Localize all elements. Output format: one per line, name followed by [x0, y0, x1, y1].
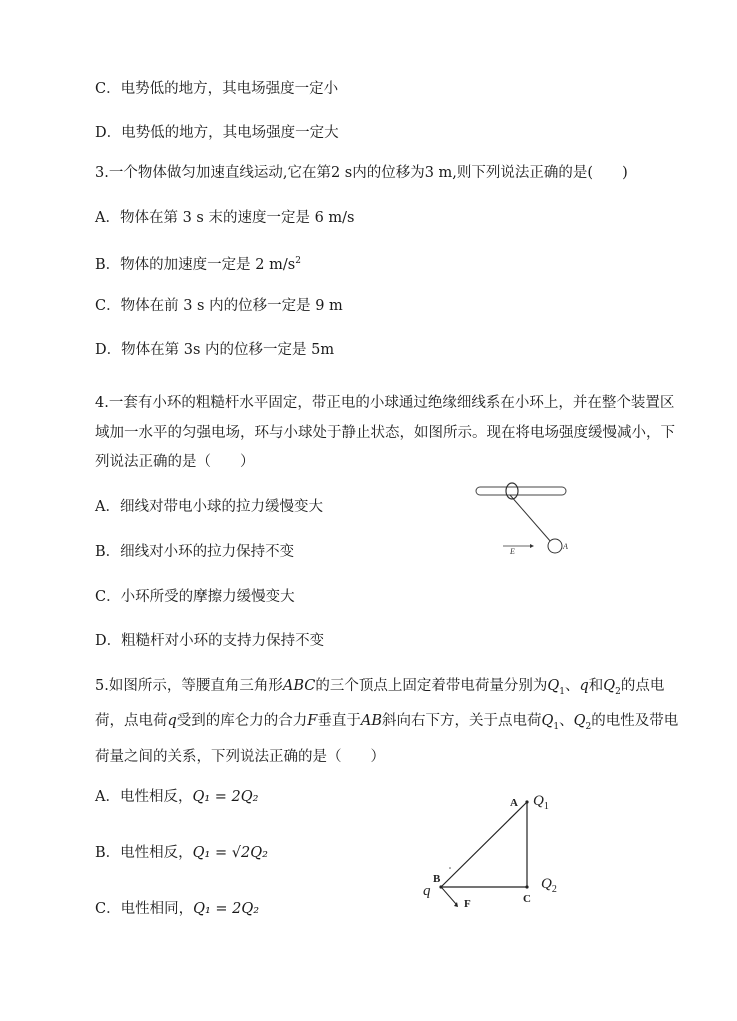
q5-q1: Q [547, 678, 560, 694]
q5-force-f: F [307, 713, 318, 730]
q5-option-c [95, 899, 259, 919]
q5-stem-part-4: 受到的库仑力的合力 [176, 713, 308, 730]
thread-line [510, 495, 551, 542]
q5-option-a-text: A．电性相反， [95, 789, 193, 805]
q5-option-b-formula: Q₁ = √2Q₂ [192, 845, 268, 861]
charge-q2-label: $Q_2$ [541, 876, 557, 895]
field-arrow-head [530, 544, 534, 548]
q5-option-a-formula: Q₁ = 2Q₂ [192, 789, 259, 805]
ball-label: A [563, 542, 568, 551]
q4-option-c: C．小环所受的摩擦力缓慢变大 [95, 589, 295, 605]
q5-option-b [95, 843, 268, 863]
q5-sep-2: 和 [588, 678, 604, 694]
q3-stem: 3.一个物体做匀加速直线运动,它在第2 s内的位移为3 m,则下列说法正确的是( ) [95, 165, 628, 181]
q5-stem-part-7: 的电性及带电荷量之间的关系，下列说法正确的是（ ） [95, 713, 679, 765]
q5-q2-again-sub: 2 [585, 722, 592, 733]
q3-option-b [95, 251, 301, 275]
force-label: F [464, 898, 471, 910]
q5-stem-part-3: 的点电荷，点电荷 [95, 678, 665, 730]
q5-q1-again: Q [541, 713, 554, 730]
q5-stem-part-2: 的三个顶点上固定着带电荷量分别为 [315, 678, 548, 694]
q4-stem [63, 389, 681, 478]
q5-q1-again-sub: 1 [553, 722, 560, 733]
q3-option-d: D．物体在第 3s 内的位移一定是 5m [95, 342, 335, 358]
q4-option-d: D．粗糙杆对小环的支持力保持不变 [95, 633, 325, 649]
vertex-c-dot [525, 885, 528, 888]
q5-q: q [579, 678, 589, 694]
q4-stem-text: 4.一套有小环的粗糙杆水平固定，带正电的小球通过绝缘细线系在小环上，并在整个装置区域加一水平的匀强电场，环与小球处于静止状态，如图所示。现在将电场强度缓慢减小，下列说法正确的是（ ） [95, 395, 675, 470]
q5-stem-text [63, 672, 681, 772]
q5-option-b-text: B．电性相反， [95, 845, 193, 861]
q5-sep-1: 、 [564, 678, 580, 694]
q5-side-ab: AB [360, 713, 382, 730]
rough-rod [476, 487, 566, 495]
q5-figure [420, 786, 580, 916]
vertex-c-label: C [523, 893, 531, 905]
q5-stem-part-1: 5.如图所示，等腰直角三角形 [95, 678, 283, 694]
force-arrow [442, 888, 456, 904]
q2-option-c: C．电势低的地方，其电场强度一定小 [95, 81, 339, 97]
q5-charge-q: q [167, 713, 177, 730]
q5-stem [63, 672, 681, 772]
q3-option-c: C．物体在前 3 s 内的位移一定是 9 m [95, 298, 343, 314]
vertex-b-label: B [433, 873, 441, 885]
q5-stem-part-5: 垂直于 [317, 713, 361, 730]
q5-option-c-formula: Q₁ = 2Q₂ [193, 901, 260, 917]
q5-stem-part-6: 斜向右下方，关于点电荷 [382, 713, 542, 730]
stray-dot [449, 867, 451, 869]
q5-q2-again: Q [573, 713, 586, 730]
q5-q1-sub: 1 [559, 686, 565, 697]
charge-q-label: q [423, 883, 431, 899]
q5-q2-sub: 2 [615, 686, 621, 697]
q5-q2: Q [603, 678, 616, 694]
q3-option-b-exponent: 2 [295, 256, 301, 266]
vertex-a-label: A [510, 797, 518, 809]
q5-triangle-name: ABC [282, 678, 316, 694]
q5-option-c-text: C．电性相同， [95, 901, 194, 917]
charge-q1-label: $Q_1$ [533, 793, 549, 812]
q4-option-b: B．细线对小环的拉力保持不变 [95, 544, 295, 560]
q5-sep-3: 、 [559, 713, 574, 730]
q5-option-a [95, 787, 258, 807]
q2-option-d: D．电势低的地方，其电场强度一定大 [95, 125, 339, 141]
vertex-a-dot [525, 800, 528, 803]
side-ab [441, 802, 527, 887]
q3-option-b-text: B．物体的加速度一定是 2 m/s [95, 256, 296, 273]
charged-ball [548, 539, 562, 553]
field-label: E [510, 547, 515, 556]
q3-option-a: A．物体在第 3 s 末的速度一定是 6 m/s [95, 210, 355, 226]
q4-option-a: A．细线对带电小球的拉力缓慢变大 [95, 499, 323, 515]
q4-figure [470, 478, 580, 560]
